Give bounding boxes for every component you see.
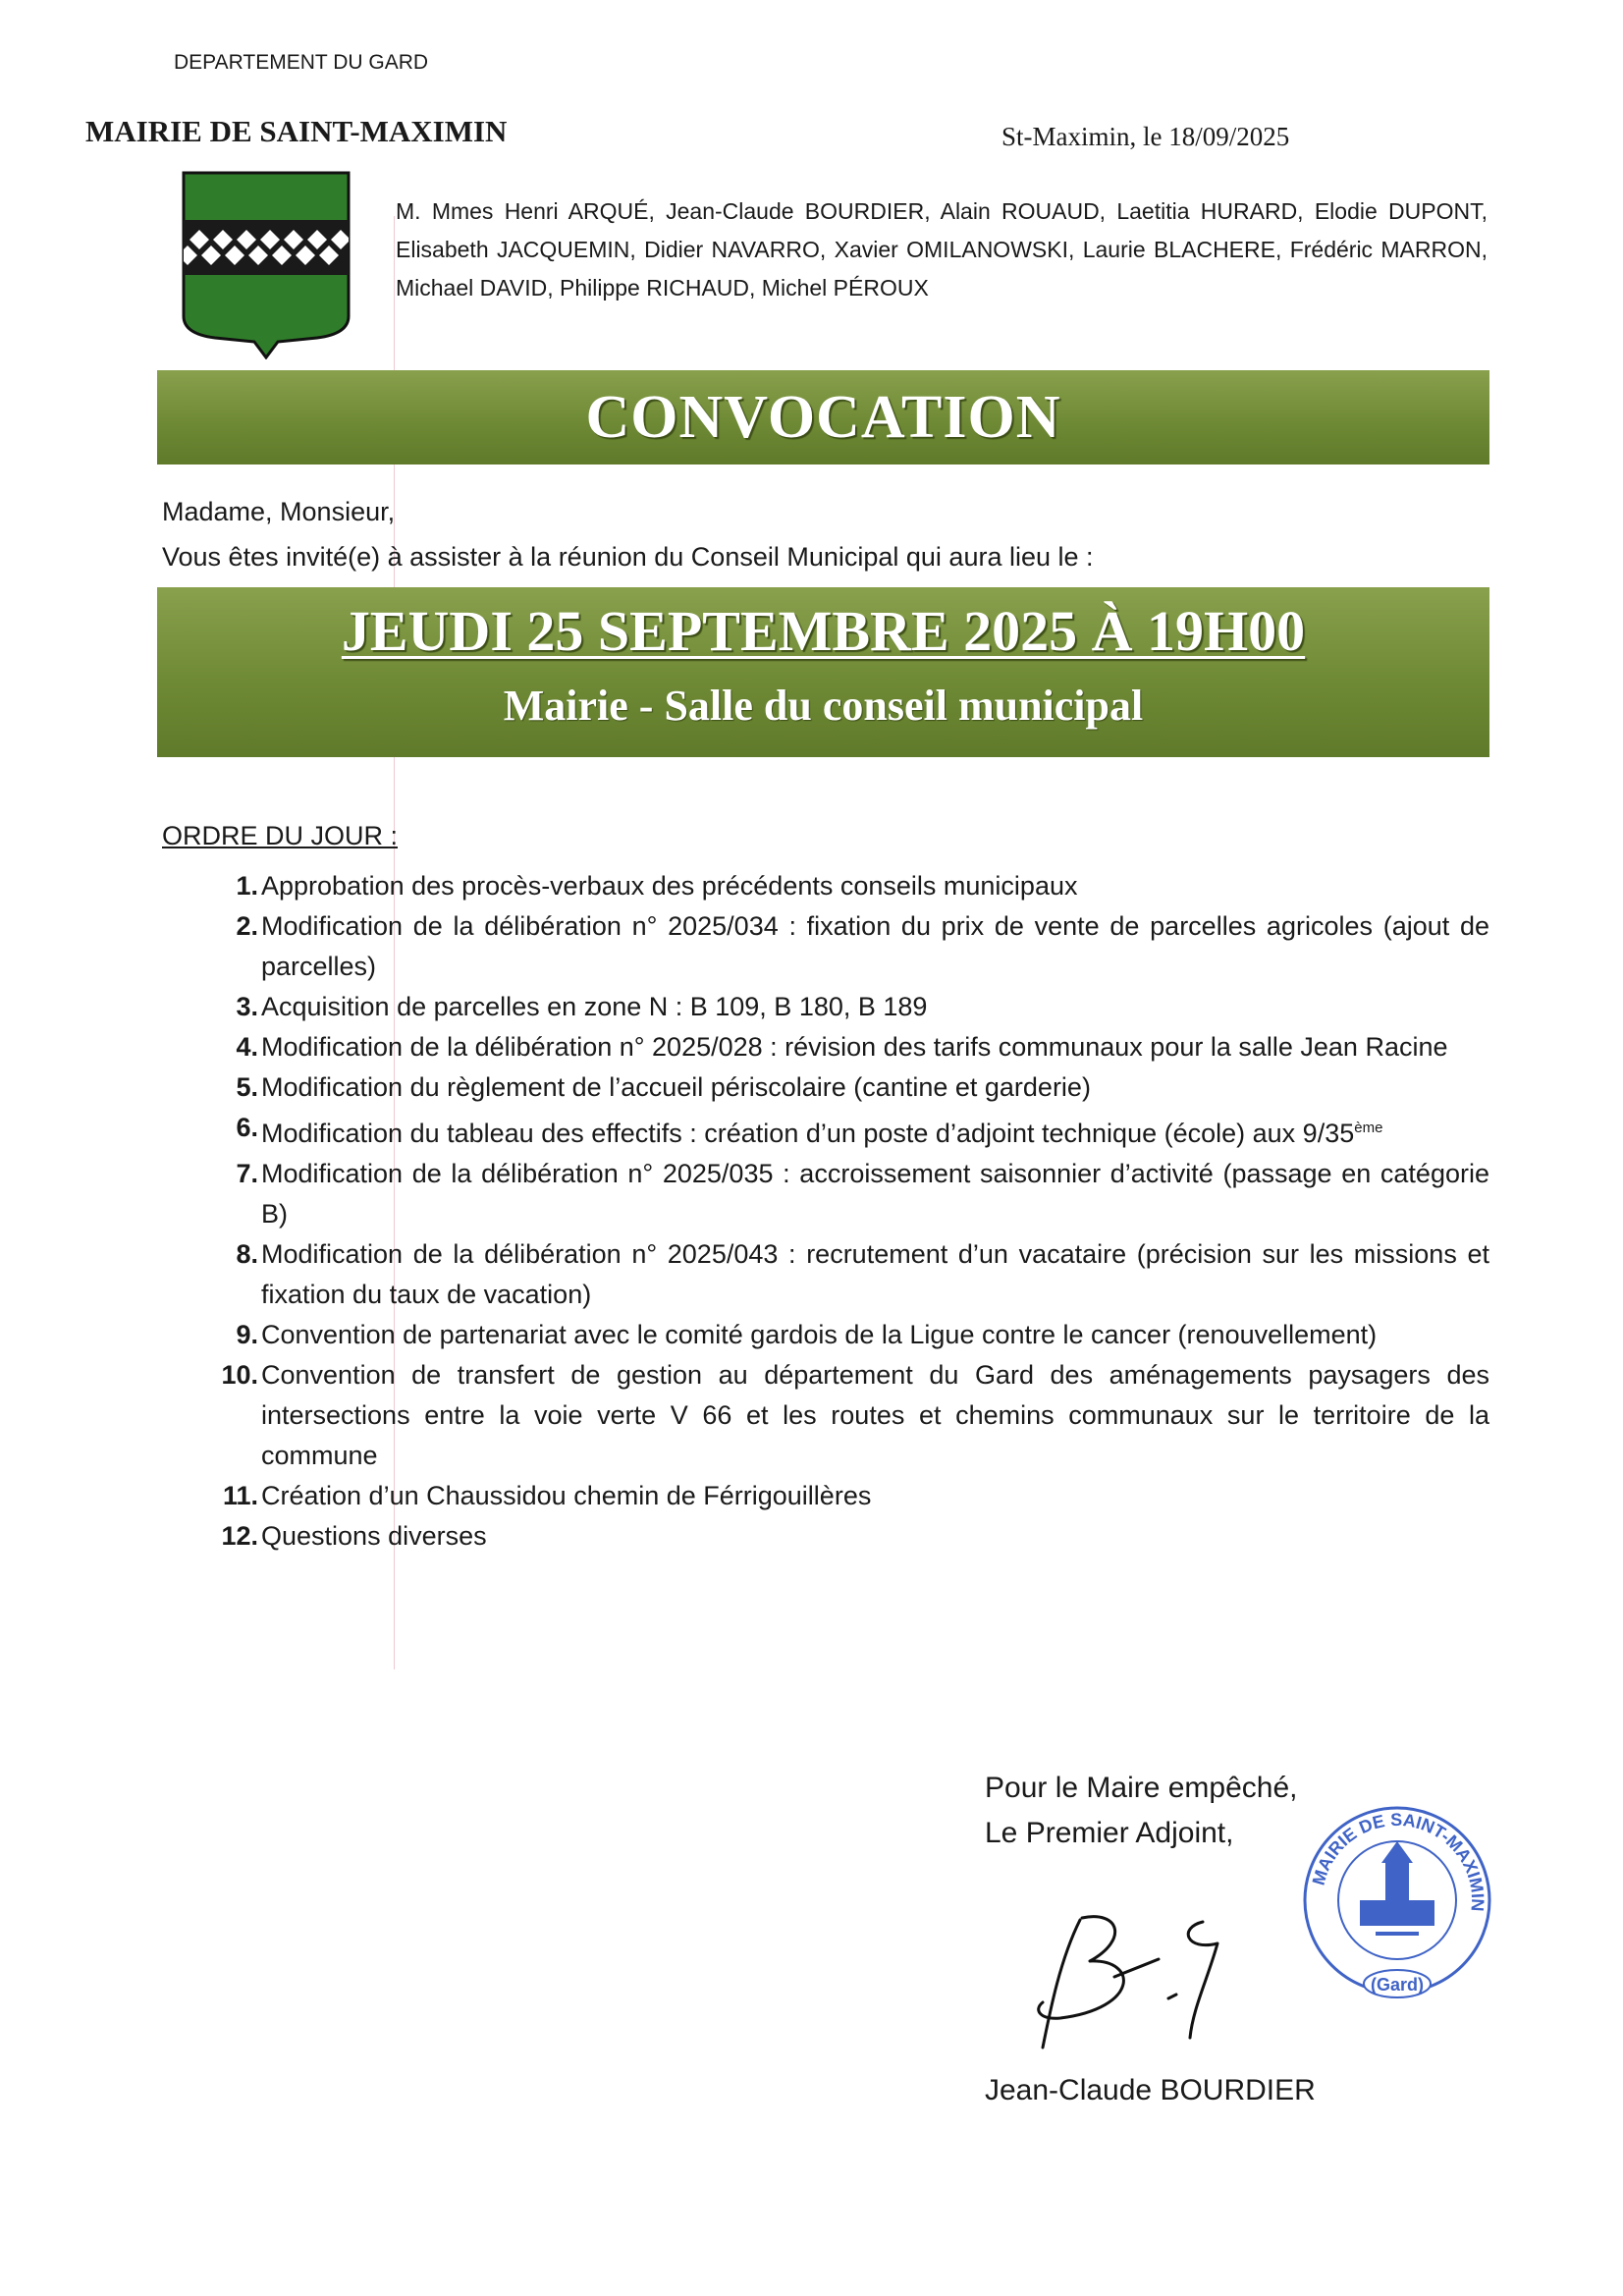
agenda-item: [162, 1516, 1489, 1557]
meeting-place: Mairie - Salle du conseil municipal: [503, 682, 1144, 730]
agenda-list: [162, 866, 1489, 1557]
convocation-banner: [157, 370, 1489, 465]
stamp-ring-text: MAIRIE DE SAINT-MAXIMIN: [1308, 1809, 1488, 1912]
agenda-item: [162, 1154, 1489, 1234]
agenda-item-text: Questions diverses: [261, 1521, 487, 1551]
agenda-item-text: Modification du règlement de l’accueil périscolaire (cantine et garderie): [261, 1072, 1091, 1102]
invitation-text: Vous êtes invité(e) à assister à la réunion du Conseil Municipal qui aura lieu le :: [162, 542, 1094, 572]
agenda-item-text: Convention de transfert de gestion au département du Gard des aménagements paysagers des intersections entre la voie verte V 66 et les routes et chemins communaux sur le territoire de la commune: [261, 1360, 1489, 1470]
agenda-item-text: Modification de la délibération n° 2025/028 : révision des tarifs communaux pour la salle Jean Racine: [261, 1032, 1448, 1062]
agenda-item: [162, 1108, 1489, 1154]
closing-for-mayor: Pour le Maire empêché,: [985, 1772, 1298, 1804]
agenda-item: [162, 1027, 1489, 1067]
agenda-item-text: Acquisition de parcelles en zone N : B 109, B 180, B 189: [261, 992, 928, 1021]
recipients-list: M. Mmes Henri ARQUÉ, Jean-Claude BOURDIER, Alain ROUAUD, Laetitia HURARD, Elodie DUPONT, Elisabeth JACQUEMIN, Didier NAVARRO, Xavier OMILANOWSKI, Laurie BLACHERE, Frédéric MARRON, Michael DAVID, Philippe RICHAUD, Michel PÉROUX: [396, 198, 1488, 301]
agenda-item-number: 3.: [236, 992, 258, 1021]
agenda-item-text: Modification de la délibération n° 2025/043 : recrutement d’un vacataire (précision sur les missions et fixation du taux de vacation): [261, 1239, 1489, 1309]
agenda-item-text: Modification du tableau des effectifs : création d’un poste d’adjoint technique (école) aux 9/35: [261, 1119, 1355, 1148]
agenda-item-number: 10.: [221, 1360, 258, 1390]
agenda-item-text: Approbation des procès-verbaux des précédents conseils municipaux: [261, 871, 1078, 901]
agenda-item-number: 11.: [222, 1481, 258, 1510]
meeting-banner: [157, 587, 1489, 757]
coat-of-arms-icon: [180, 169, 352, 359]
agenda-title: ORDRE DU JOUR :: [162, 821, 399, 850]
signer-name: Jean-Claude BOURDIER: [985, 2074, 1316, 2106]
agenda-item-text: Création d’un Chaussidou chemin de Férrigouillères: [261, 1481, 872, 1510]
agenda-item-number: 8.: [236, 1239, 258, 1269]
agenda-item-text: Modification de la délibération n° 2025/035 : accroissement saisonnier d’activité (passage en catégorie B): [261, 1159, 1489, 1229]
agenda-item: [162, 1234, 1489, 1315]
agenda-item-text: Convention de partenariat avec le comité gardois de la Ligue contre le cancer (renouvellement): [261, 1320, 1378, 1349]
closing-deputy: Le Premier Adjoint,: [985, 1817, 1234, 1849]
agenda-item-number: 9.: [236, 1320, 258, 1349]
agenda-item: [162, 987, 1489, 1027]
agenda-item: [162, 866, 1489, 906]
agenda-item-number: 1.: [236, 871, 258, 901]
agenda-item: [162, 1315, 1489, 1355]
agenda-item-number: 5.: [236, 1072, 258, 1102]
agenda-item-number: 12.: [221, 1521, 258, 1551]
agenda-item: [162, 906, 1489, 987]
agenda-item: [162, 1067, 1489, 1108]
agenda-item-number: 2.: [236, 911, 258, 941]
agenda-item-number: 7.: [236, 1159, 258, 1188]
salutation: Madame, Monsieur,: [162, 497, 396, 526]
agenda-item-text: Modification de la délibération n° 2025/034 : fixation du prix de vente de parcelles agricoles (ajout de parcelles): [261, 911, 1489, 981]
agenda-item-number: 4.: [236, 1032, 258, 1062]
agenda-item: [162, 1476, 1489, 1516]
meeting-date: JEUDI 25 SEPTEMBRE 2025 À 19H00: [341, 599, 1306, 663]
agenda-item-superscript: ème: [1354, 1120, 1383, 1136]
signature-image: [1021, 1900, 1257, 2057]
convocation-title: CONVOCATION: [585, 384, 1061, 451]
agenda-item: [162, 1355, 1489, 1476]
mairie-name: MAIRIE DE SAINT-MAXIMIN: [85, 114, 508, 148]
date-line: St-Maximin, le 18/09/2025: [1001, 122, 1290, 151]
department-label: DEPARTEMENT DU GARD: [174, 51, 429, 74]
mairie-stamp: [1299, 1802, 1495, 2013]
agenda-item-number: 6.: [236, 1113, 258, 1142]
stamp-bottom-text: (Gard): [1371, 1975, 1424, 1995]
